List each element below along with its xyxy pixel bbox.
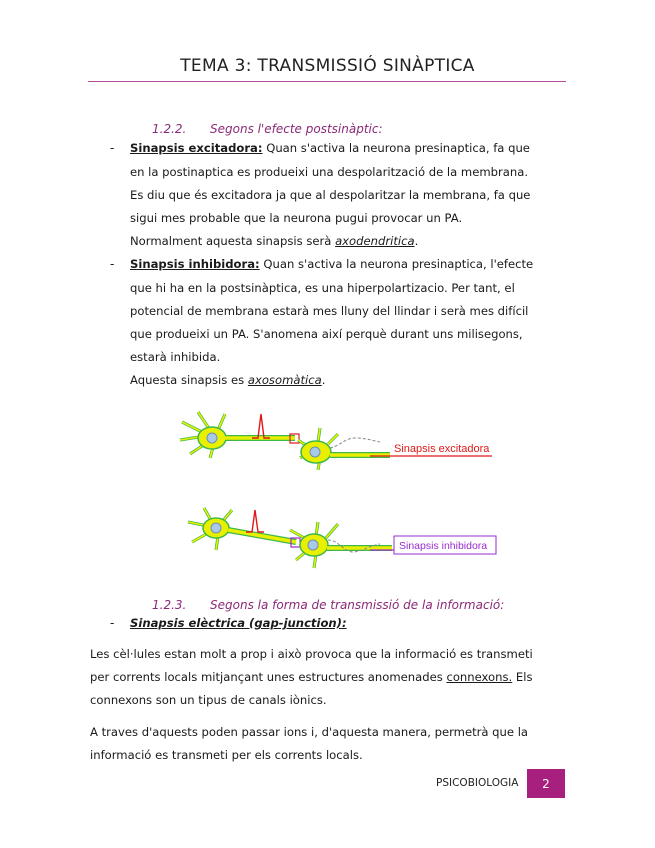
paragraph-electrical-1 [90,643,570,712]
text-line: Es diu que és excitadora ja que al despolaritzar la membrana, fa que [130,188,531,202]
note-prefix: Normalment aquesta sinapsis serà [130,234,336,248]
page-number: 2 [542,776,550,791]
term-excitatory: Sinapsis excitadora: [130,141,263,155]
list-item-line [130,615,347,631]
note-line [130,233,418,249]
term-electrical: Sinapsis elèctrica (gap-junction): [130,616,347,630]
footer-subject: PSICOBIOLOGIA [436,777,519,789]
synapse-figure [170,400,510,580]
epsp-trace [330,438,380,448]
term-inhibitory: Sinapsis inhibidora: [130,257,260,271]
page-number-badge [527,769,565,798]
text-line [90,666,570,689]
term-link-axosomatica: axosomàtica [247,373,322,387]
text-line: connexons son un tipus de canals iònics. [90,693,327,707]
subsection-heading [152,598,504,612]
text-line: potencial de membrana estarà mes lluny del llindar i serà mes difícil [130,304,529,318]
text-span: per corrents locals mitjançant unes estructures anomenades [90,670,447,684]
text-line: en la postinaptica es produeixi una despolarització de la membrana. [130,165,529,179]
list-item-line [130,140,530,156]
subsection-heading [152,122,383,136]
text-line: Les cèl·lules estan molt a prop i això provoca que la informació es transmeti [90,647,533,661]
list-dash: - [110,257,115,271]
list-dash: - [110,141,115,155]
subsection-number: 1.2.2. [152,122,187,136]
note-suffix: . [414,234,419,248]
text-line: A traves d'aquests poden passar ions i, d'aquesta manera, permetrà que la [90,725,529,739]
note-prefix: Aquesta sinapsis es [130,373,248,387]
action-potential-bottom [246,510,264,532]
neuron-postsynaptic-top [298,428,390,470]
label-excitatory: Sinapsis excitadora [394,443,490,455]
text-line: Quan s'activa la neurona presinaptica, l'efecte [259,257,534,271]
neuron-postsynaptic-bottom [290,522,392,568]
text-line: estarà inhibida. [130,350,221,364]
label-inhibitory: Sinapsis inhibidora [399,540,488,552]
term-link-axodendritica: axodendritica [335,234,415,248]
text-line: Quan s'activa la neurona presinaptica, fa que [262,141,530,155]
neuron-presynaptic-top [180,412,295,458]
note-suffix: . [321,373,326,387]
text-line: que hi ha en la postsinàptica, es una hiperpolartizacio. Per tant, el [130,281,515,295]
subsection-title: Segons la forma de transmissió de la informació: [210,598,505,612]
text-line: que produeixi un PA. S'anomena així perquè durant uns milisegons, [130,327,523,341]
subsection-number: 1.2.3. [152,598,187,612]
list-item-line [130,256,533,272]
list-dash: - [110,616,115,630]
text-line: informació es transmeti per els corrents locals. [90,748,363,762]
term-link-connexons: connexons. [446,670,513,684]
paragraph-electrical-2 [90,721,570,767]
text-line: sigui mes probable que la neurona pugui provocar un PA. [130,211,463,225]
note-line [130,372,325,388]
page-title: TEMA 3: TRANSMISSIÓ SINÀPTICA [180,56,475,76]
subsection-title: Segons l'efecte postsinàptic: [210,122,383,136]
action-potential-top [252,414,270,438]
text-span: Els [512,670,533,684]
neuron-presynaptic-bottom [188,508,296,550]
title-divider [88,81,566,82]
